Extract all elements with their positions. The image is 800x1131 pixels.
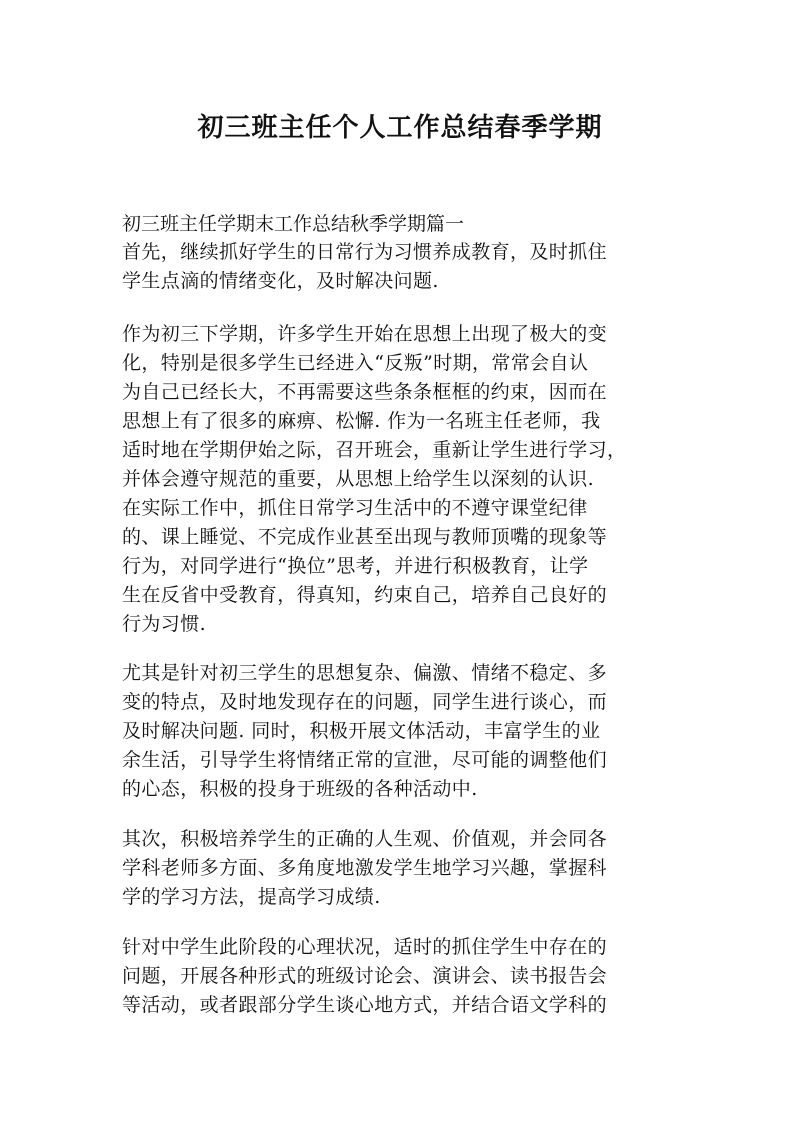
document-title: 初三班主任个人工作总结春季学期	[197, 113, 603, 143]
paragraph-5-line-3: 等活动，或者跟部分学生谈心地方式，并结合语文学科的	[122, 994, 608, 1016]
paragraph-3-line-1: 尤其是针对初三学生的思想复杂、偏激、情绪不稳定、多	[122, 662, 608, 684]
paragraph-2-line-11: 行为习惯.	[122, 613, 207, 635]
paragraph-3-line-2: 变的特点，及时地发现存在的问题，同学生进行谈心，而	[122, 691, 608, 713]
paragraph-4-line-2: 学科老师多方面、多角度地激发学生地学习兴趣，掌握科	[122, 857, 608, 879]
paragraph-5-line-1: 针对中学生此阶段的心理状况，适时的抓住学生中存在的	[122, 936, 608, 958]
paragraph-2-line-5: 适时地在学期伊始之际，召开班会，重新让学生进行学习，	[122, 439, 627, 461]
paragraph-2-line-2: 化，特别是很多学生已经进入“反叛”时期，常常会自认	[122, 352, 589, 374]
paragraph-2-line-6: 并体会遵守规范的重要，从思想上给学生以深刻的认识.	[122, 468, 595, 490]
paragraph-4-line-1: 其次，积极培养学生的正确的人生观、价值观，并会同各	[122, 828, 608, 850]
paragraph-3-line-5: 的心态，积极的投身于班级的各种活动中.	[122, 778, 478, 800]
section-heading: 初三班主任学期末工作总结秋季学期篇一	[122, 213, 465, 235]
paragraph-3-line-3: 及时解决问题. 同时，积极开展文体活动，丰富学生的业	[122, 720, 601, 742]
paragraph-2-line-8: 的、课上睡觉、不完成作业甚至出现与教师顶嘴的现象等	[122, 526, 608, 548]
paragraph-3-line-4: 余生活，引导学生将情绪正常的宣泄，尽可能的调整他们	[122, 749, 608, 771]
paragraph-2-line-3: 为自己已经长大，不再需要这些条条框框的约束，因而在	[122, 381, 608, 403]
paragraph-2-line-7: 在实际工作中，抓住日常学习生活中的不遵守课堂纪律	[122, 497, 588, 519]
paragraph-2-line-4: 思想上有了很多的麻痹、松懈. 作为一名班主任老师，我	[122, 410, 601, 432]
paragraph-1-line-1: 首先，继续抓好学生的日常行为习惯养成教育，及时抓住	[122, 241, 608, 263]
paragraph-2-line-1: 作为初三下学期，许多学生开始在思想上出现了极大的变	[122, 323, 608, 345]
paragraph-2-line-10: 生在反省中受教育，得真知，约束自己，培养自己良好的	[122, 584, 608, 606]
paragraph-5-line-2: 问题，开展各种形式的班级讨论会、演讲会、读书报告会	[122, 965, 608, 987]
paragraph-1-line-2: 学生点滴的情绪变化，及时解决问题.	[122, 270, 439, 292]
paragraph-2-line-9: 行为，对同学进行“换位”思考，并进行积极教育，让学	[122, 555, 589, 577]
paragraph-4-line-3: 学的学习方法，提高学习成绩.	[122, 886, 381, 908]
